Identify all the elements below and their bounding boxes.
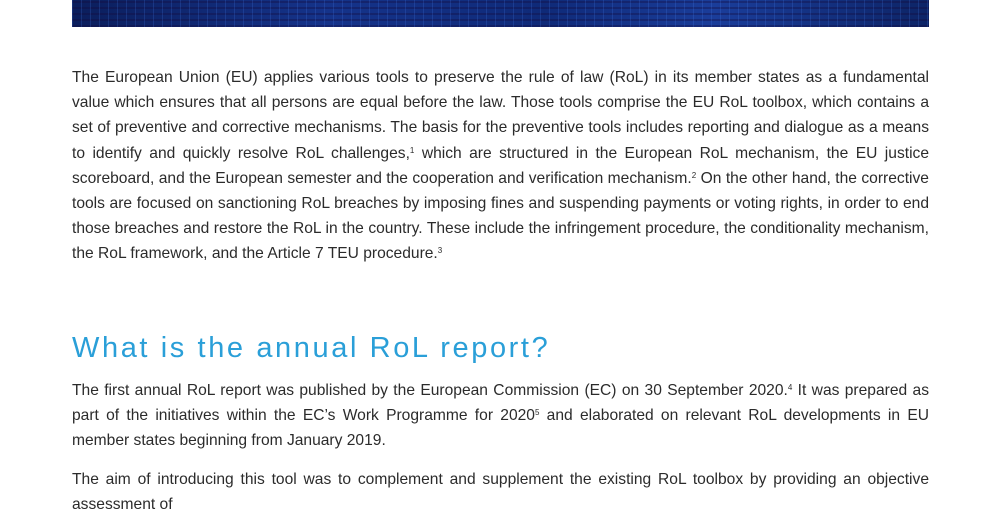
section-heading: What is the annual RoL report? bbox=[72, 332, 551, 364]
intro-text-part-3: On the other hand, the corrective tools are focused on sanctioning RoL breaches by imposing fines and suspending payments or voting rights, in order to end those breaches and restore the RoL in the country. These include the infringement procedure, the conditionality mechanism, the RoL framework, and the Article 7 TEU procedure. bbox=[72, 169, 929, 263]
intro-paragraph bbox=[72, 65, 929, 267]
report-text-part-3: and elaborated on relevant RoL developments in EU member states beginning from January 2019. bbox=[72, 407, 929, 450]
banner-texture bbox=[72, 0, 929, 27]
report-text-part-1: The first annual RoL report was published by the European Commission (EC) on 30 September 2020. bbox=[72, 382, 788, 399]
footnote-ref-5[interactable]: 5 bbox=[534, 408, 540, 418]
footnote-ref-2[interactable]: 2 bbox=[691, 171, 697, 181]
intro-text-part-2: which are structured in the European RoL mechanism, the EU justice scoreboard, and the European semester and the cooperation and verification mechanism. bbox=[72, 144, 930, 187]
intro-text-part-1: The European Union (EU) applies various tools to preserve the rule of law (RoL) in its member states as a fundamental value which ensures that all persons are equal before the law. Those tools comprise the EU RoL toolbox, which contains a set of preventive and corrective mechanisms. The basis for the preventive tools includes reporting and dialogue as a means to identify and quickly resolve RoL challenges, bbox=[72, 69, 929, 162]
footnote-ref-1[interactable]: 1 bbox=[409, 145, 415, 155]
footnote-ref-4[interactable]: 4 bbox=[787, 383, 793, 393]
report-paragraph bbox=[72, 378, 929, 454]
header-banner-image bbox=[72, 0, 929, 27]
footnote-ref-3[interactable]: 3 bbox=[437, 246, 443, 256]
aim-paragraph: The aim of introducing this tool was to complement and supplement the existing RoL toolbox by providing an objective assessment of bbox=[72, 471, 929, 514]
report-text-part-2: It was prepared as part of the initiatives within the EC’s Work Programme for 2020 bbox=[72, 382, 929, 425]
